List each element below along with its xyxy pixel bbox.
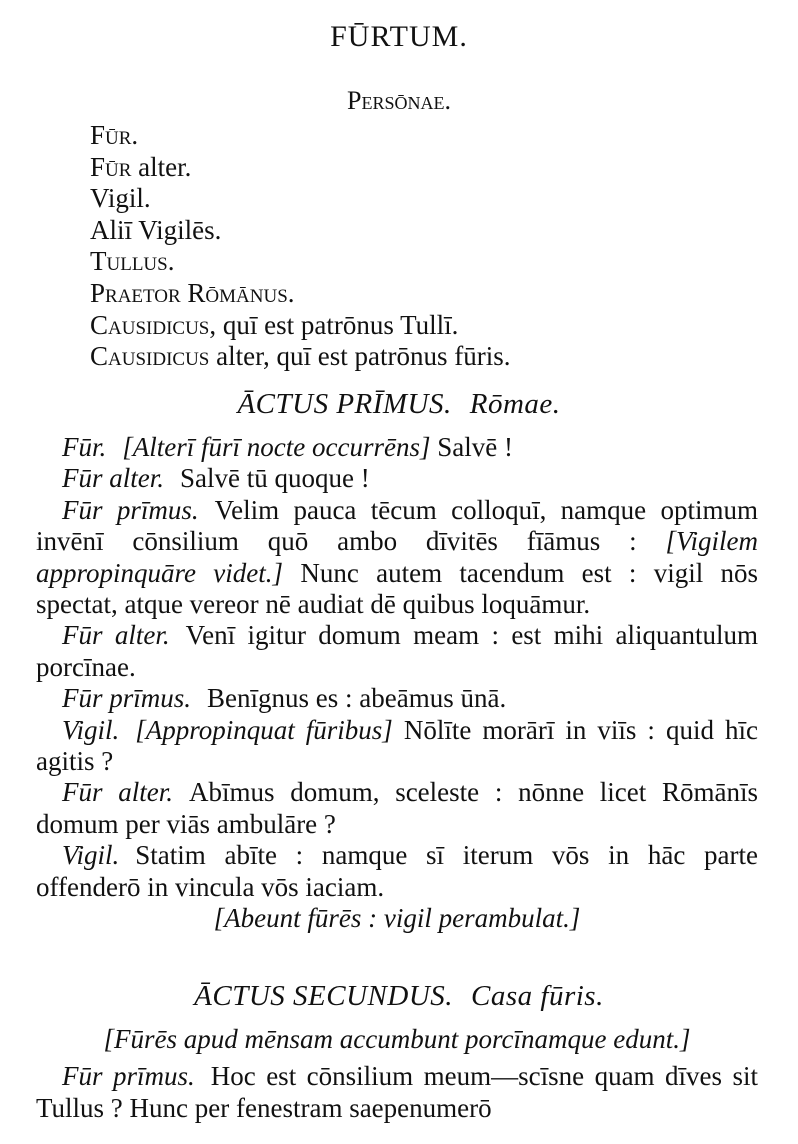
persona-item: Causidicus, quī est patrōnus Tullī.: [90, 309, 459, 340]
dialogue-line: Vigil. [Appropinquat fūribus] Nōlīte morārī in viīs : quid hīc agitis ?: [36, 714, 758, 777]
act2-place: Casa fūris.: [471, 980, 604, 1012]
act2-dialogue: [36, 1024, 758, 1124]
act1-dialogue: [36, 432, 758, 935]
dialogue-line: Fūr. [Alterī fūrī nocte occurrēns] Salvē !: [62, 432, 513, 462]
dialogue-line: Fūr alter. Venī igitur domum meam : est mihi aliquantulum porcīnae.: [36, 620, 758, 682]
dialogue-line: Fūr prīmus. Hoc est cōnsilium meum—scīsne quam dīves sit Tullus ? Hunc per fenestram saepenumerō: [36, 1061, 759, 1123]
act1-heading: [0, 388, 798, 421]
act2-heading: [0, 980, 798, 1013]
play-title: FŪRTUM.: [330, 20, 468, 53]
persona-item: Praetor Rōmānus.: [90, 277, 295, 308]
stage-direction: [Fūrēs apud mēnsam accumbunt porcīnamque edunt.]: [103, 1024, 691, 1054]
persona-item: Tullus.: [90, 246, 175, 277]
persona-item: Fūr.: [90, 120, 139, 150]
act1-place: Rōmae.: [469, 388, 561, 420]
dialogue-line: Fūr prīmus. Velim pauca tēcum colloquī, namque optimum invēnī cōnsilium quō ambo dīvitēs fīāmus : [Vigilem appropinquāre videt.] Nunc autem tacendum est : vigil nōs spectat, atque vereor nē audiat dē quibus loquāmur.: [36, 494, 759, 620]
act1-title: ĀCTUS PRĪMUS.: [237, 388, 452, 420]
personae-heading: Persōnae.: [347, 86, 451, 115]
dialogue-line: Fūr prīmus. Benīgnus es : abeāmus ūnā.: [62, 683, 507, 714]
stage-direction: [Abeunt fūrēs : vigil perambulat.]: [213, 903, 581, 934]
persona-item: Fūr alter.: [90, 151, 192, 182]
persona-item: Causidicus alter, quī est patrōnus fūris.: [90, 341, 511, 372]
dialogue-line: Fūr alter. Salvē tū quoque !: [62, 463, 370, 494]
act2-title: ĀCTUS SECUNDUS.: [194, 980, 454, 1012]
personae-list: [90, 120, 510, 373]
persona-item: Aliī Vigilēs.: [90, 214, 222, 245]
dialogue-line: Fūr alter. Abīmus domum, sceleste : nōnne licet Rōmānīs domum per viās ambulāre ?: [36, 777, 758, 839]
dialogue-line: Vigil. Statim abīte : namque sī iterum vōs in hāc parte offenderō in vincula vōs iaciam.: [36, 840, 758, 902]
persona-item: Vigil.: [90, 183, 151, 214]
